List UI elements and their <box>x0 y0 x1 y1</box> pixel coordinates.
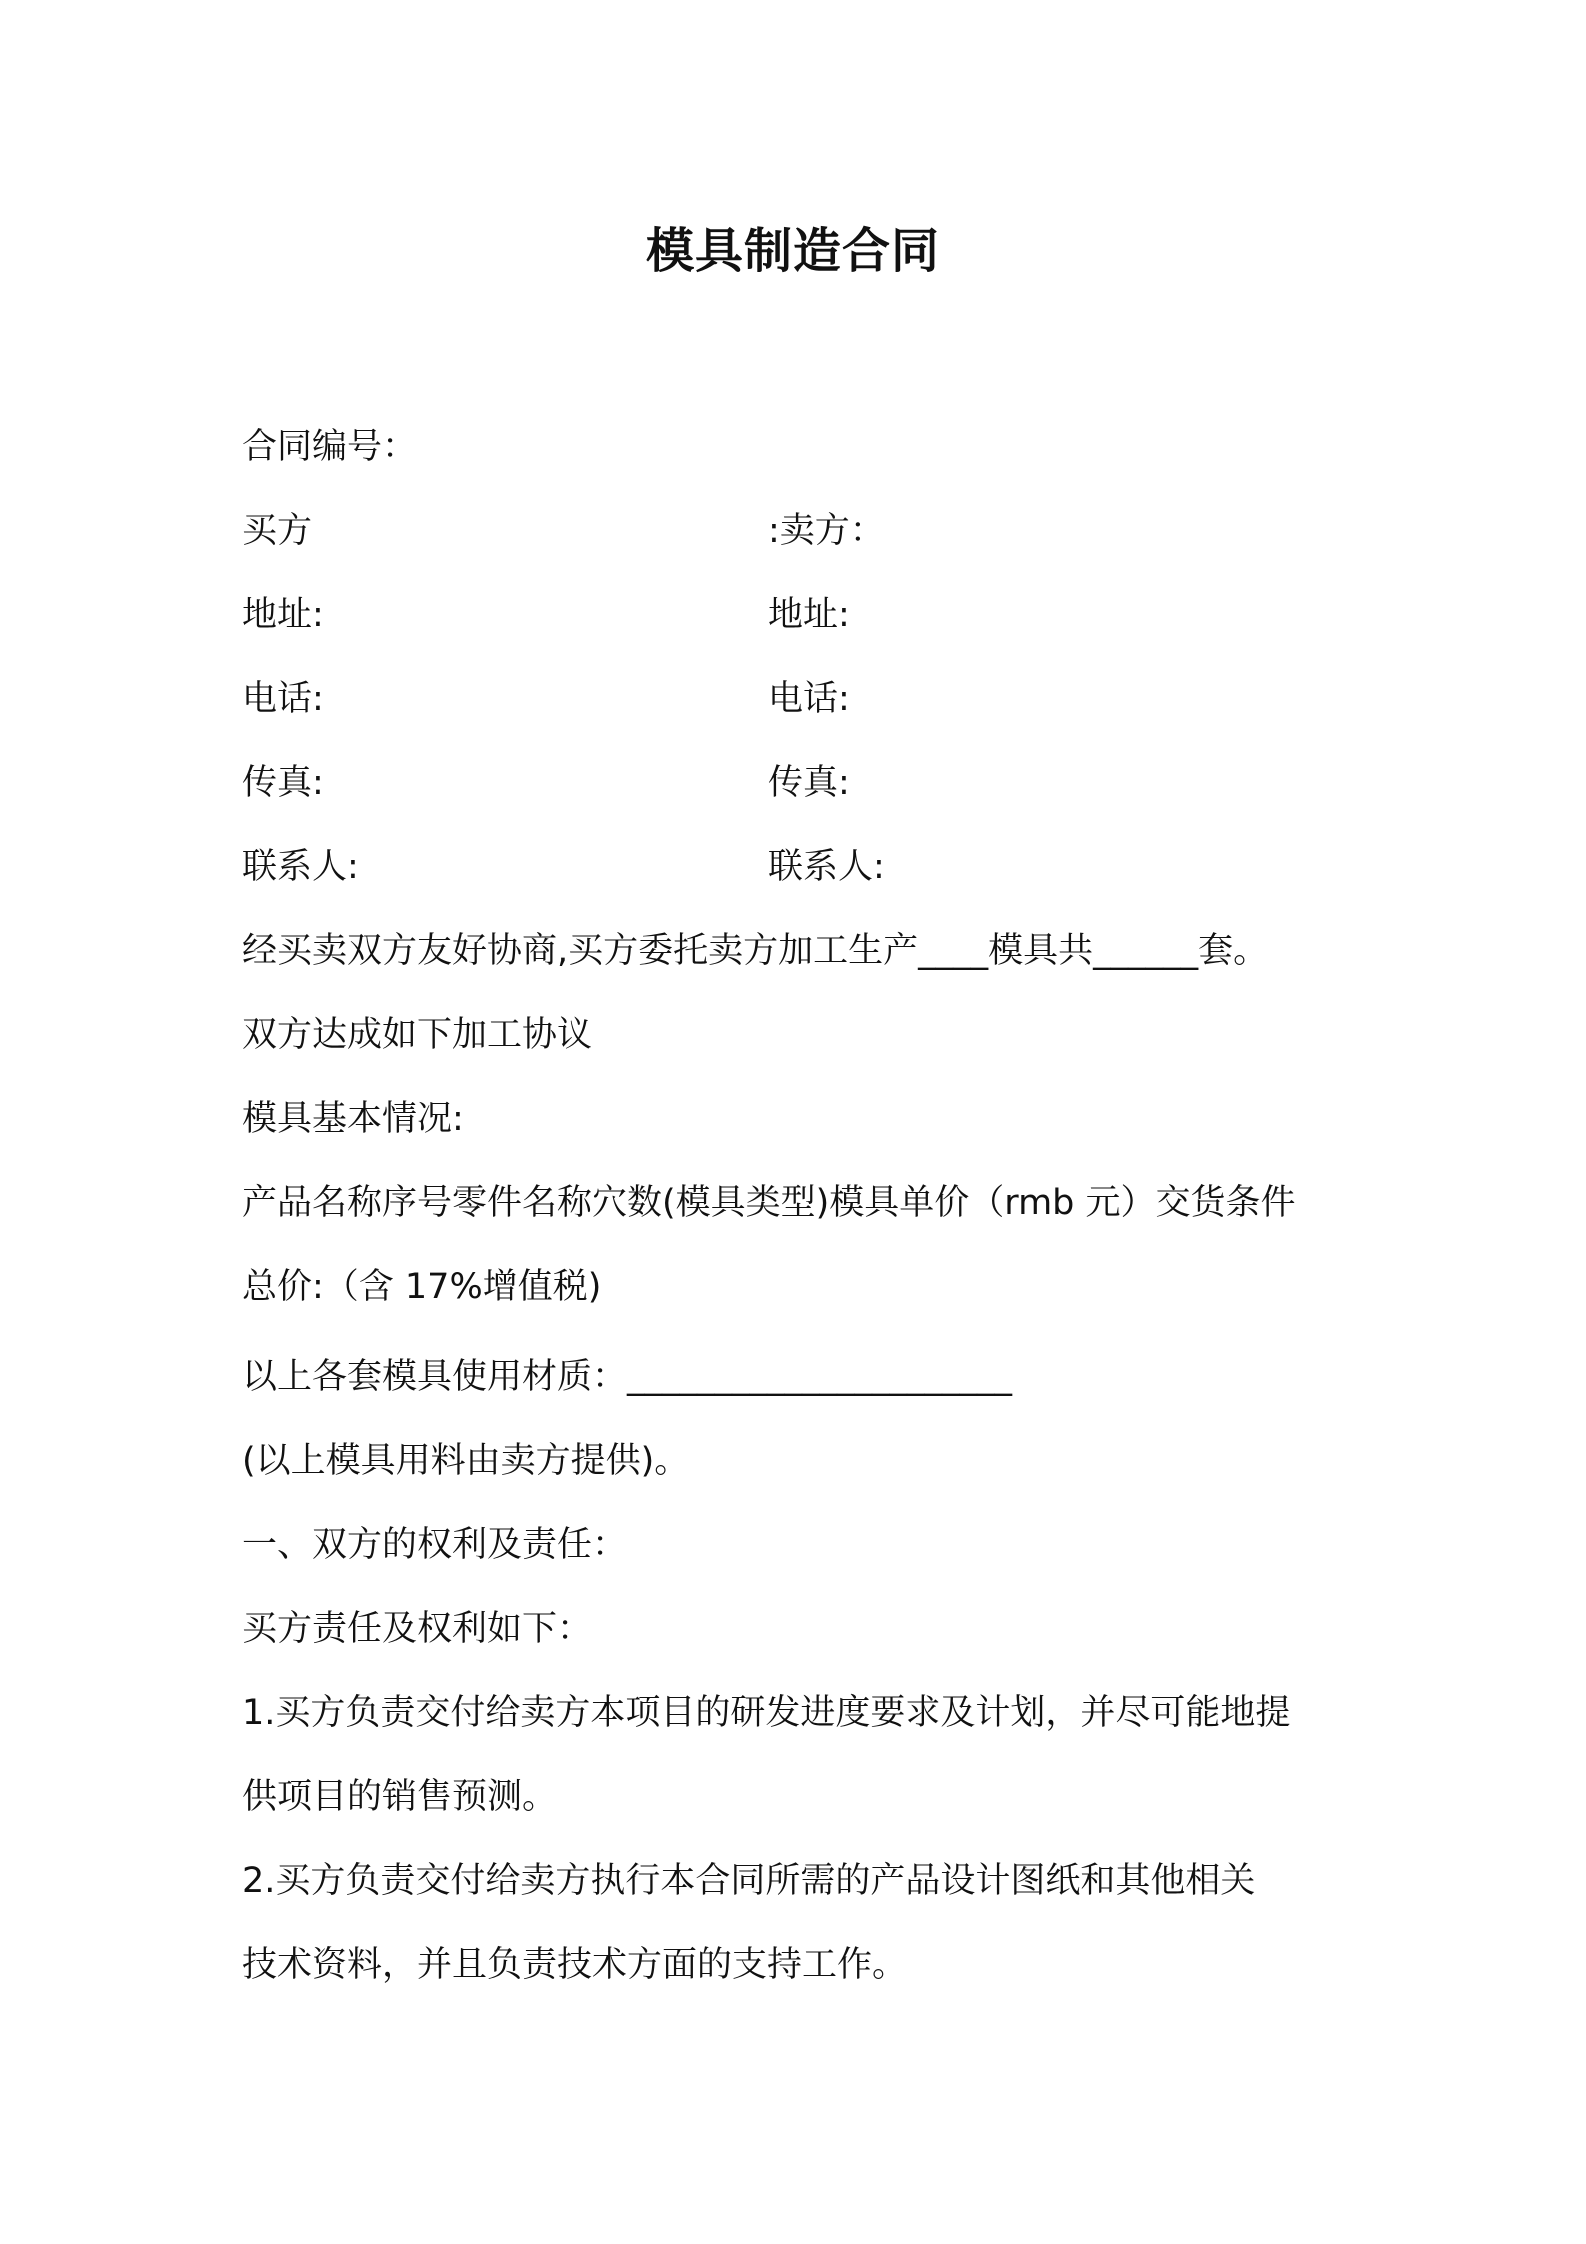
mold-basic-info-heading: 模具基本情况: <box>242 1099 464 1139</box>
seller-phone-label: 电话: <box>768 679 850 719</box>
buyer-phone-label: 电话: <box>242 679 324 719</box>
mold-table-header: 产品名称序号零件名称穴数(模具类型)模具单价（rmb 元）交货条件 <box>242 1183 1296 1223</box>
seller-contact-label: 联系人: <box>768 847 885 887</box>
seller-address-label: 地址: <box>768 595 850 635</box>
buyer-address-label: 地址: <box>242 595 324 635</box>
material-note: (以上模具用料由卖方提供)。 <box>242 1441 690 1481</box>
clause-1-line-1: 1.买方负责交付给卖方本项目的研发进度要求及计划，并尽可能地提 <box>242 1693 1291 1733</box>
seller-fax-label: 传真: <box>768 763 850 803</box>
material-line: 以上各套模具使用材质：______________________ <box>242 1357 1013 1397</box>
buyer-contact-label: 联系人: <box>242 847 359 887</box>
buyer-duties-heading: 买方责任及权利如下： <box>242 1609 593 1649</box>
document-title: 模具制造合同 <box>645 223 940 279</box>
clause-2-line-2: 技术资料，并且负责技术方面的支持工作。 <box>242 1945 908 1985</box>
address-row <box>242 573 1362 657</box>
total-price-line: 总价:（含 17%增值税) <box>242 1267 602 1307</box>
buyer-fax-label: 传真: <box>242 763 324 803</box>
section-1-heading: 一、双方的权利及责任： <box>242 1525 628 1565</box>
clause-1-line-2: 供项目的销售预测。 <box>242 1777 558 1817</box>
document-body <box>242 405 1362 2007</box>
phone-row <box>242 657 1362 741</box>
clause-2-line-1: 2.买方负责交付给卖方执行本合同所需的产品设计图纸和其他相关 <box>242 1861 1256 1901</box>
party-row <box>242 489 1362 573</box>
intro-paragraph-line-1: 经买卖双方友好协商,买方委托卖方加工生产____模具共______套。 <box>242 931 1269 971</box>
fax-row <box>242 741 1362 825</box>
intro-paragraph-line-2: 双方达成如下加工协议 <box>242 1015 593 1055</box>
contact-row <box>242 825 1362 909</box>
seller-label: :卖方： <box>768 511 885 551</box>
contract-number-label: 合同编号： <box>242 427 418 467</box>
buyer-label: 买方 <box>242 511 313 551</box>
